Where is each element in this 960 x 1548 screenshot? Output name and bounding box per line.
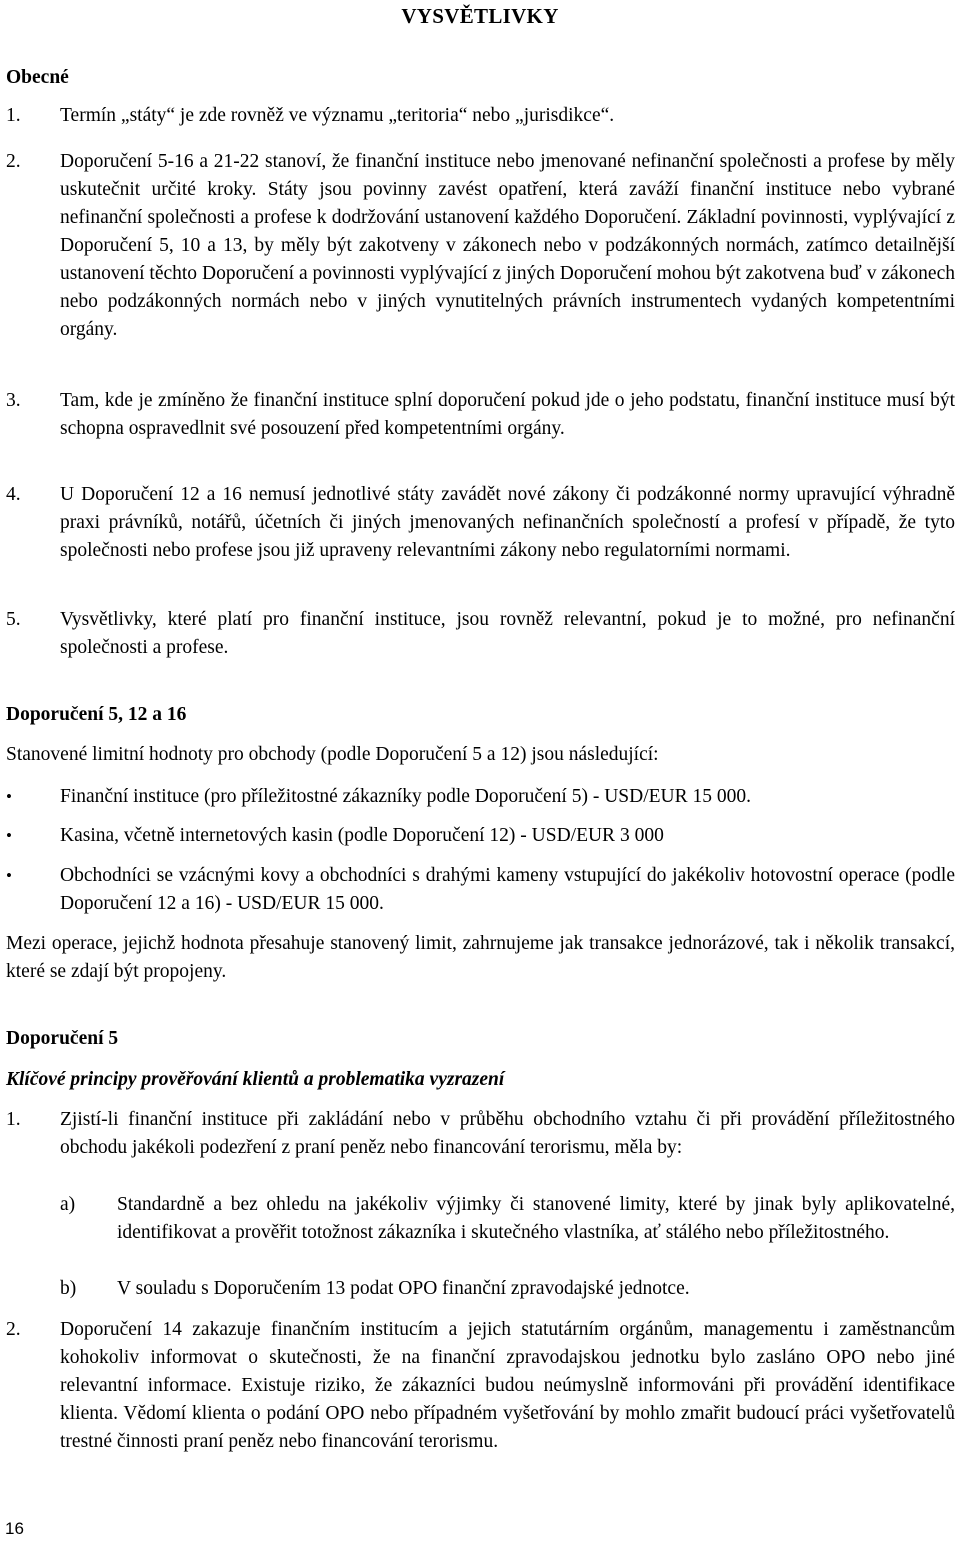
page-title: VYSVĚTLIVKY [401, 4, 559, 28]
item-text: U Doporučení 12 a 16 nemusí jednotlivé státy zavádět nové zákony či podzákonné normy upravující výhradně praxi právníků, notářů, účetních či jiných jmenovaných nefinančních společností a profesí v případě, že tyto společnosti nebo profese jsou již upraveny relevantními zákony nebo regulatorními normami. [60, 484, 955, 561]
bullet-icon: • [6, 866, 12, 885]
item-text: Doporučení 14 zakazuje finančním institucím a jejich statutárním orgánům, managementu i zaměstnancům kohokoliv informovat o skutečnosti, že na finanční zpravodajskou jednotku bylo zasláno OPO nebo jiné relevantní informace. Existuje riziko, že zákazníci budou neúmyslně informováni při provádění identifikace klienta. Vědomí klienta o podání OPO nebo případném vyšetřování by mohlo zmařit budoucí práci vyšetřovatelů trestné činnosti praní peněz nebo financování terorismu. [60, 1319, 955, 1452]
item-text: Doporučení 5-16 a 21-22 stanoví, že finanční instituce nebo jmenované nefinanční společnosti a profese by měly uskutečnit určité kroky. Státy jsou povinny zavést opatření, která zaváží finanční instituce nebo vybrané nefinanční společnosti a profese k dodržování ustanovení každého Doporučení. Základní povinnosti, vyplývající z Doporučení 5, 10 a 13, by měly být zakotveny v zákonech nebo v podzákonných normách, zatímco detailnější ustanovení těchto Doporučení a povinnosti vyplývající z jiných Doporučení mohou být zakotvena buď v zákonech nebo podzákonných normách nebo v jiných vynutitelných právních instrumentech vydaných kompetentními orgány. [60, 151, 955, 340]
item-number: 2. [6, 1319, 21, 1340]
item-number: 1. [6, 1109, 21, 1130]
sub-item-letter: a) [60, 1194, 76, 1215]
sub-item-letter: b) [60, 1278, 77, 1299]
bullet-text: Kasina, včetně internetových kasin (podle Doporučení 12) - USD/EUR 3 000 [60, 825, 664, 846]
bullet-text: Obchodníci se vzácnými kovy a obchodníci s drahými kameny vstupující do jakékoliv hotovostní operace (podle Doporučení 12 a 16) - USD/EUR 15 000. [60, 865, 955, 914]
item-text: Tam, kde je zmíněno že finanční instituce splní doporučení pokud jde o jeho podstatu, finanční instituce musí být schopna ospravedlnit své posouzení před kompetentními orgány. [60, 390, 955, 439]
bullet-icon: • [6, 826, 12, 845]
bullet-icon: • [6, 787, 12, 806]
section-intro: Stanovené limitní hodnoty pro obchody (podle Doporučení 5 a 12) jsou následující: [6, 744, 659, 765]
item-number: 5. [6, 609, 21, 630]
item-text: Termín „státy“ je zde rovněž ve významu „teritoria“ nebo „jurisdikce“. [60, 105, 615, 126]
section-closing: Mezi operace, jejichž hodnota přesahuje stanovený limit, zahrnujeme jak transakce jednorázové, tak i několik transakcí, které se zdají být propojeny. [6, 933, 955, 982]
item-number: 1. [6, 105, 21, 126]
sub-item-text: V souladu s Doporučením 13 podat OPO finanční zpravodajské jednotce. [117, 1278, 690, 1299]
item-text: Vysvětlivky, které platí pro finanční instituce, jsou rovněž relevantní, pokud je to možné, pro nefinanční společnosti a profese. [60, 609, 955, 658]
item-text: Zjistí-li finanční instituce při zakládání nebo v průběhu obchodního vztahu či při provádění příležitostného obchodu jakékoli podezření z praní peněz nebo financování terorismu, měla by: [60, 1109, 955, 1158]
item-number: 2. [6, 151, 21, 172]
section-heading-general: Obecné [6, 67, 69, 88]
sub-item-text: Standardně a bez ohledu na jakékoliv výjimky či stanovené limity, které by jinak byly aplikovatelné, identifikovat a prověřit totožnost zákazníka i skutečného vlastníka, ať stálého nebo příležitostného. [117, 1194, 955, 1243]
page-number: 16 [5, 1519, 24, 1538]
item-number: 4. [6, 484, 21, 505]
bullet-text: Finanční instituce (pro příležitostné zákazníky podle Doporučení 5) - USD/EUR 15 000. [60, 786, 752, 807]
item-number: 3. [6, 390, 21, 411]
section-subheading: Klíčové principy prověřování klientů a problematika vyzrazení [6, 1069, 505, 1090]
section-heading-rec-5: Doporučení 5 [6, 1028, 119, 1049]
section-heading-rec-5-12-16: Doporučení 5, 12 a 16 [6, 704, 187, 725]
